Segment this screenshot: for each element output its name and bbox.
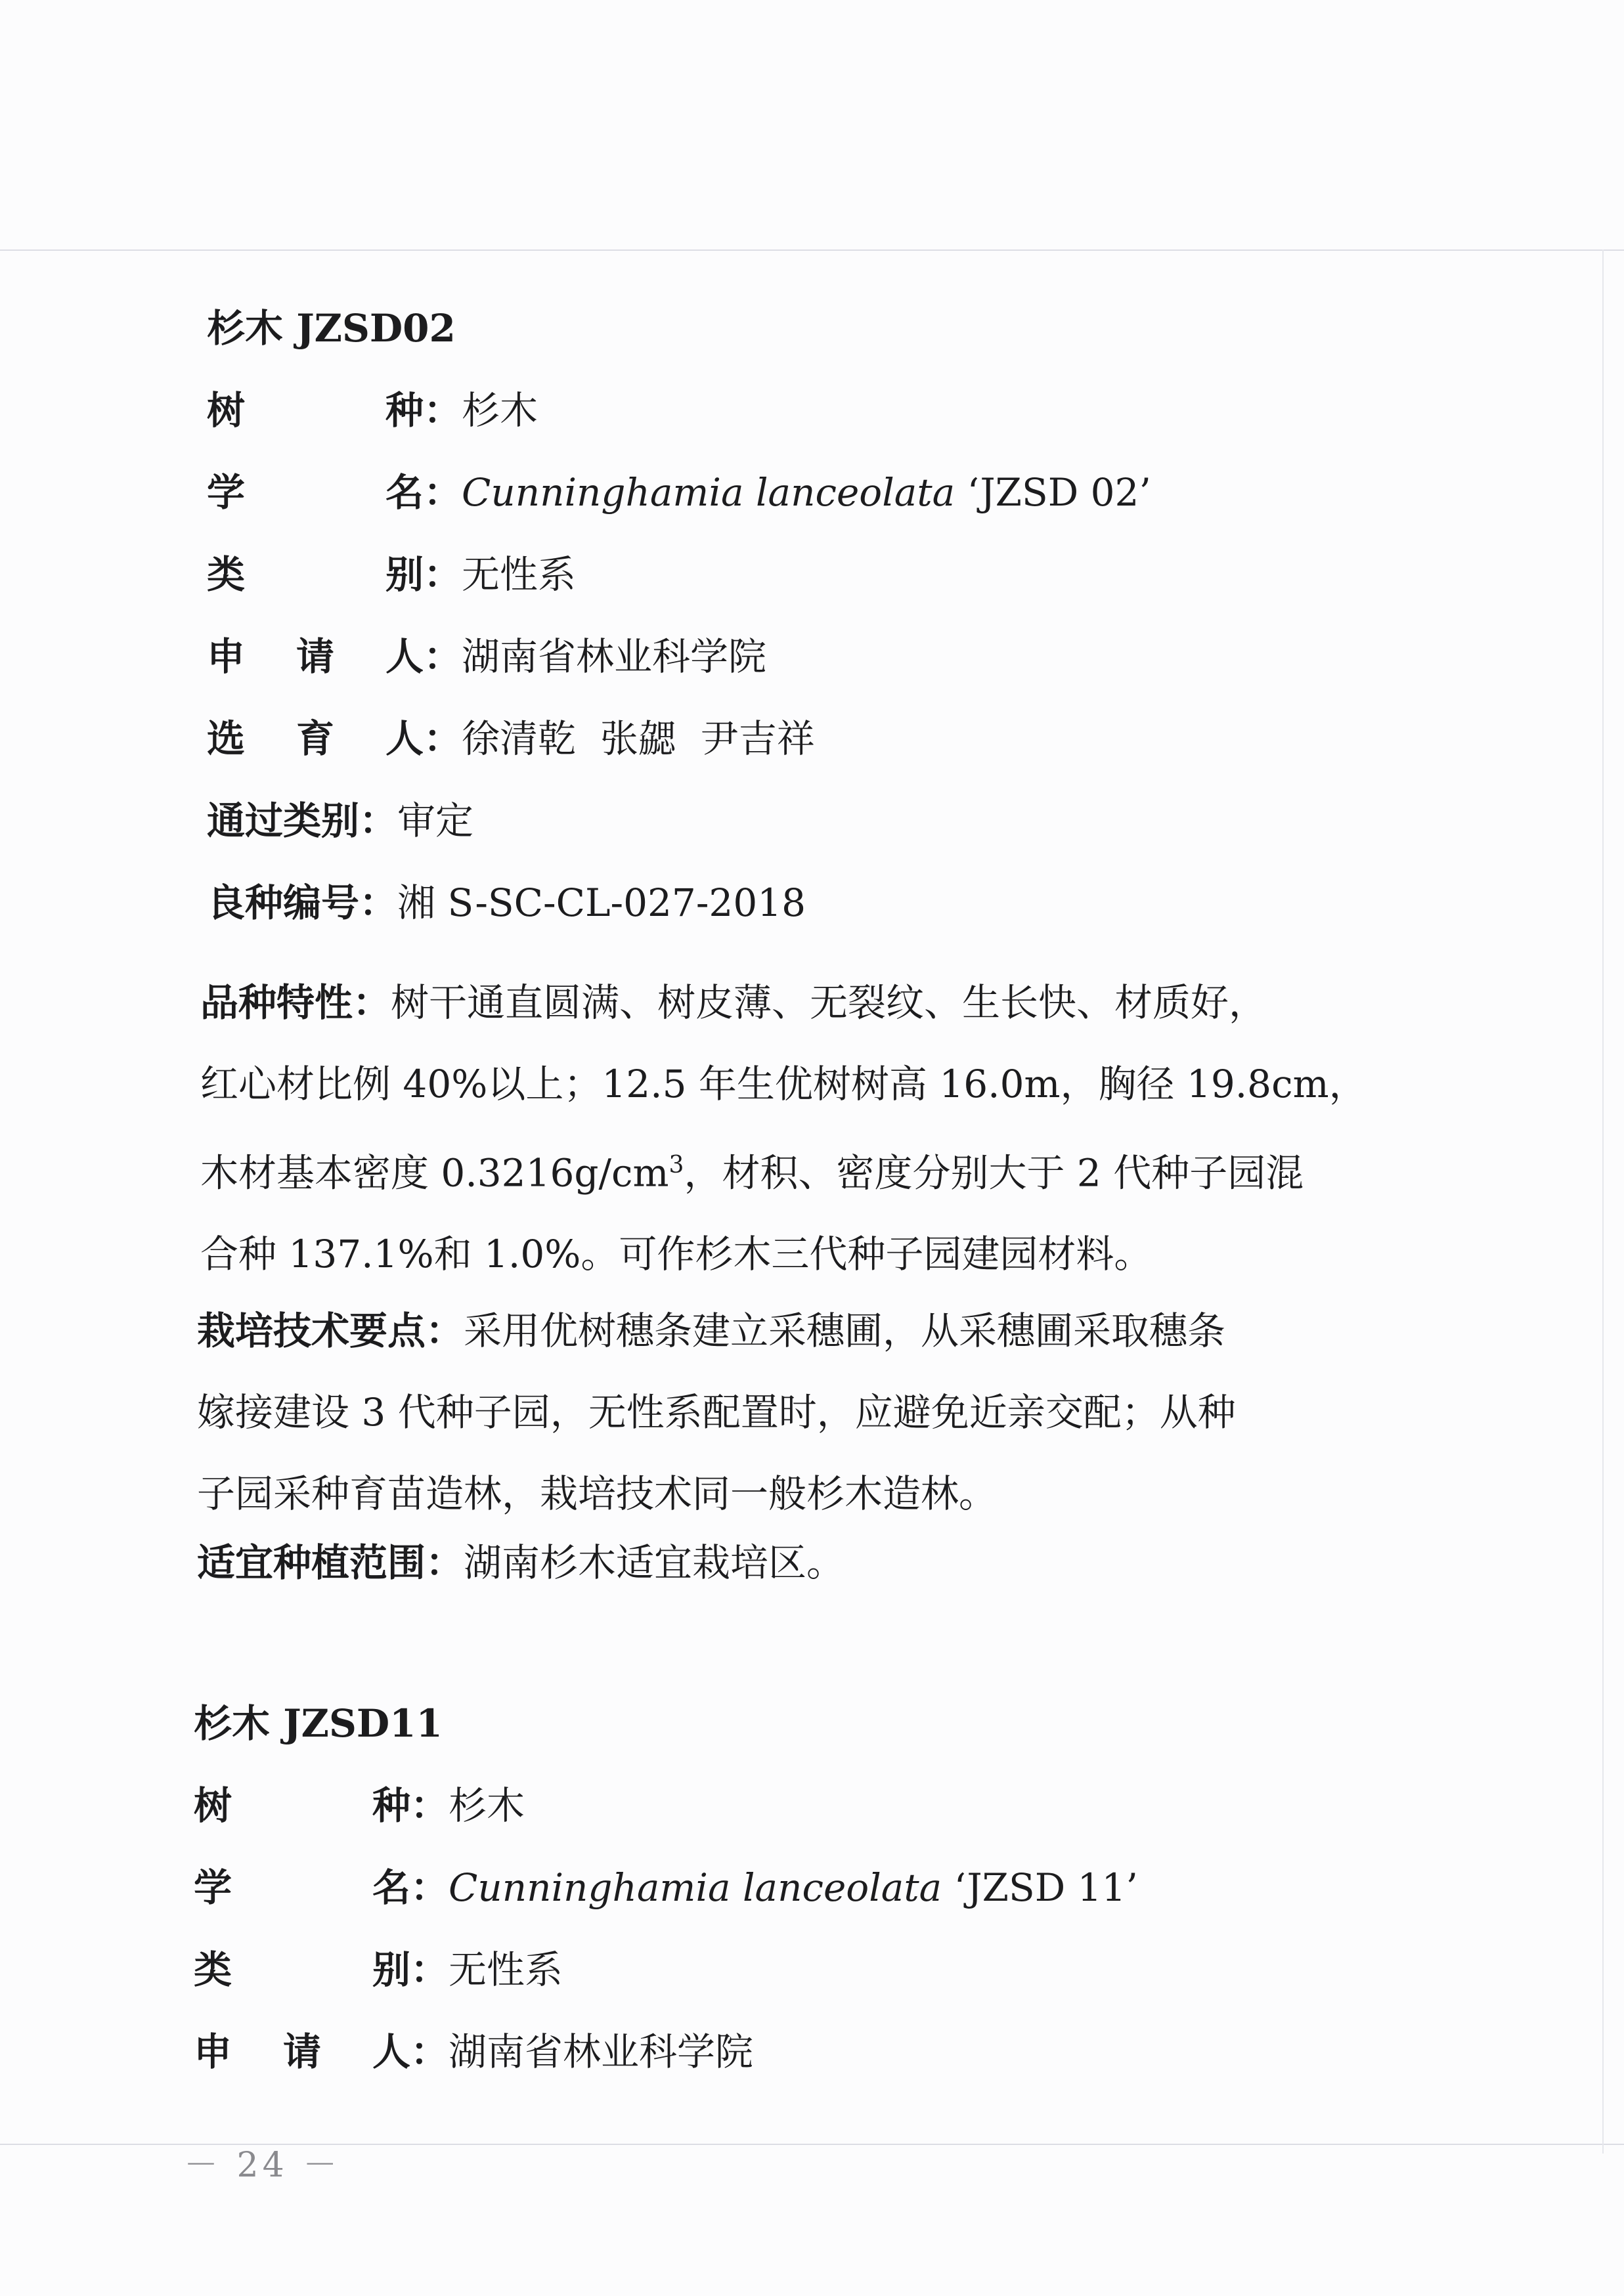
traits-line1: 树干通直圆满、树皮薄、无裂纹、生长快、材质好， [391,980,1267,1025]
breeder-value: 徐清乾 张勰 尹吉祥 [462,716,815,761]
top-scan-rule [0,249,1624,251]
section1-cultivation: 栽培技术要点：采用优树穗条建立采穗圃，从采穗圃采取穗条 嫁接建设 3 代种子园，无性系配置时，应避免近亲交配；从种 子园采种育苗造林，栽培技术同一般杉木造林。 [197,1290,1236,1534]
cultivar-name: ‘JZSD 11’ [942,1865,1138,1910]
traits-line2: 红心材比例 40%以上；12.5 年生优树树高 16.0m，胸径 19.8cm， [200,1062,1367,1106]
sci-label: 学 名 [207,470,424,515]
section1-applicant-row: 申 请 人 ：湖南省林业科学院 [207,634,767,679]
traits-line3b: ，材积、密度分别大于 2 代种子园混 [684,1150,1304,1196]
cultivation-line2: 嫁接建设 3 代种子园，无性系配置时，应避免近亲交配；从种 [197,1390,1236,1435]
section1-range-row: 适宜种植范围：湖南杉木适宜栽培区。 [197,1540,845,1585]
breeder-label: 选 育 人 [207,716,424,761]
traits-line3-sup: 3 [669,1152,684,1179]
species-value: 杉木 [449,1783,525,1828]
applicant-value: 湖南省林业科学院 [449,2029,754,2074]
section1-traits: 品种特性：树干通直圆满、树皮薄、无裂纹、生长快、材质好， 红心材比例 40%以上；12.5 年生优树树高 16.0m，胸径 19.8cm， 木材基本密度 $0.3216g/cm^3$，材积、密度分别大于 2 代种子园混 合种 137.1%和 1.0%。可作杉木三代种子园建园材料。 [200,962,1367,1295]
page-number: － 24 － [184,2146,341,2185]
code-value: 湘 S-SC-CL-027-2018 [397,880,806,925]
sci-label: 学 名 [194,1865,410,1910]
sci-name: Cunninghamia lanceolata [449,1865,942,1910]
section2-species-row: 树 种 ：杉木 [194,1783,525,1828]
section2-title: 杉木 JZSD11 [194,1701,443,1746]
traits-line3a: 木材基本密度 0.3216g/cm [200,1150,669,1196]
section1-species-row: 树 种 ：杉木 [207,388,538,433]
pass-type-value: 审定 [397,798,474,843]
cultivation-line1: 采用优树穗条建立采穗圃，从采穗圃采取穗条 [464,1309,1226,1353]
sci-name: Cunninghamia lanceolata [462,470,955,515]
species-label: 树 种 [194,1783,410,1828]
category-value: 无性系 [449,1947,563,1992]
species-label: 树 种 [207,388,424,433]
category-value: 无性系 [462,552,577,597]
section1-breeder-row: 选 育 人 ：徐清乾 张勰 尹吉祥 [207,716,815,761]
cultivar-name: ‘JZSD 02’ [955,470,1151,515]
applicant-label: 申 请 人 [194,2029,410,2074]
range-label: 适宜种植范围 [197,1540,426,1585]
applicant-label: 申 请 人 [207,634,424,679]
section1-title: 杉木 JZSD02 [207,306,456,351]
traits-label: 品种特性 [200,980,353,1025]
cultivation-label: 栽培技术要点 [197,1309,426,1353]
section2-category-row: 类 别 ：无性系 [194,1947,563,1992]
cultivation-line3: 子园采种育苗造林，栽培技术同一般杉木造林。 [197,1471,998,1516]
section2-applicant-row: 申 请 人 ：湖南省林业科学院 [194,2029,754,2074]
section1-sci-row: 学 名 ：Cunninghamia lanceolata ‘JZSD 02’ [207,470,1151,515]
applicant-value: 湖南省林业科学院 [462,634,767,679]
traits-line4: 合种 137.1%和 1.0%。可作杉木三代种子园建园材料。 [200,1232,1152,1277]
pass-type-label: 通过类别 [207,798,360,843]
category-label: 类 别 [194,1947,410,1992]
code-label: 良种编号 [207,880,360,925]
species-value: 杉木 [462,388,538,433]
section1-category-row: 类 别 ：无性系 [207,552,577,597]
section1-code-row: 良种编号：湘 S-SC-CL-027-2018 [207,880,806,925]
section1-pass-type-row: 通过类别：审定 [207,798,474,843]
category-label: 类 别 [207,552,424,597]
range-value: 湖南杉木适宜栽培区。 [464,1540,845,1585]
section2-sci-row: 学 名 ：Cunninghamia lanceolata ‘JZSD 11’ [194,1865,1138,1910]
right-scan-edge [1602,249,1604,2154]
